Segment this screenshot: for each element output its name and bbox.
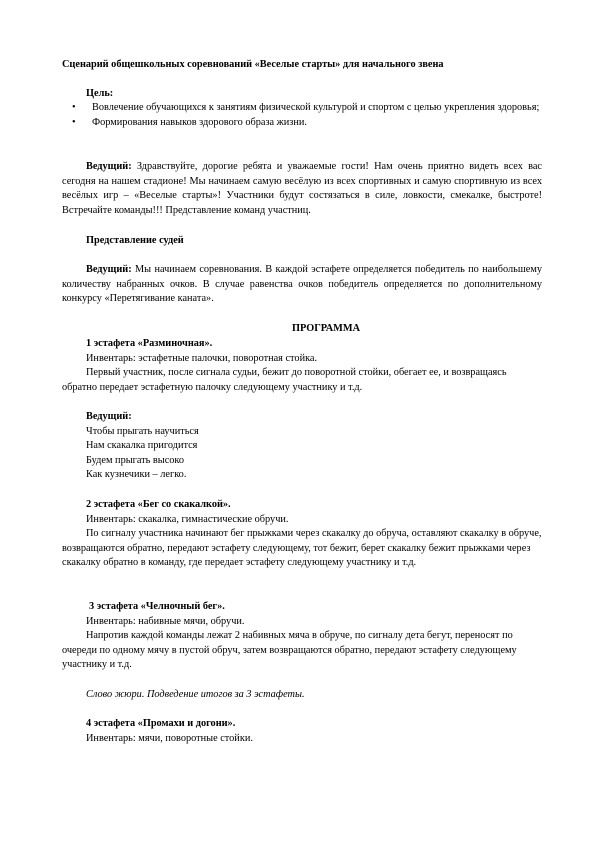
relay-4	[62, 717, 542, 746]
relay-description: Первый участник, после сигнала судьи, бежит до поворотной стойки, обегает ее, и возвращаясь обратно передает эстафетную палочку следующему участнику и т.д.	[62, 367, 507, 393]
relay-title: 1 эстафета «Разминочная».	[86, 338, 213, 349]
rules-paragraph	[62, 263, 542, 307]
goal-item: • Формирования навыков здорового образа жизни.	[62, 116, 542, 131]
goal-item: • Вовлечение обучающихся к занятиям физической культурой и спортом с целью укрепления здоровья;	[62, 101, 542, 116]
relay-2	[62, 498, 542, 571]
relay-title: 4 эстафета «Промахи и догони».	[86, 718, 236, 729]
relay-title: 3 эстафета «Челночный бег».	[89, 601, 225, 612]
judges-heading: Представление судей	[86, 235, 184, 246]
speaker-label: Ведущий:	[86, 264, 132, 275]
relay-3	[62, 600, 542, 673]
relay-inventory: Инвентарь: мячи, поворотные стойки.	[86, 732, 253, 744]
poem-line: Чтобы прыгать научиться	[86, 425, 199, 437]
poem-line: Нам скакалка пригодится	[86, 440, 198, 451]
relay-title: 2 эстафета «Бег со скакалкой».	[86, 499, 231, 510]
speaker-label: Ведущий:	[86, 161, 132, 172]
relay-inventory: Инвентарь: скакалка, гимнастические обручи.	[86, 513, 289, 525]
poem-line: Будем прыгать высоко	[86, 454, 185, 466]
poem-line: Как кузнечики – легко.	[86, 469, 187, 480]
relay-description: По сигналу участника начинают бег прыжками через скакалку до обруча, оставляют скакалку в обруче, возвращаются обратно, передают эстафету следующему, тот бежит, берет скакалку бежит прыжками через скакалку обратно в команду, где передает эстафету следующему участнику и т.д.	[62, 528, 542, 568]
intro-text: Здравствуйте, дорогие ребята и уважаемые гости! Нам очень приятно видеть всех вас сегодня на нашем стадионе! Мы начинаем самую весёлую из всех спортивных и самую спортивную из всех весёлых игр – «Веселые старты»! Участники будут состязаться в силе, ловкости, смекалке, быстроте! Встречайте команды!!! Представление команд участниц.	[62, 161, 542, 216]
poem-block	[62, 410, 566, 483]
goal-list	[62, 101, 542, 130]
relay-inventory: Инвентарь: набивные мячи, обручи.	[86, 615, 245, 627]
relay-description: Напротив каждой команды лежат 2 набивных мяча в обруче, по сигналу дета бегут, переносят по очереди по одному мячу в пустой обруч, затем возвращаются обратно, передают эстафету следующему участнику и т.д.	[62, 630, 517, 670]
speaker-label: Ведущий:	[86, 411, 132, 422]
jury-note: Слово жюри. Подведение итогов за 3 эстафеты.	[86, 689, 305, 700]
rules-text: Мы начинаем соревнования. В каждой эстафете определяется победитель по наибольшему количеству набранных очков. В случае равенства очков победитель определяется по дополнительному конкурсу «Перетягивание каната».	[62, 264, 542, 304]
relay-1	[62, 337, 542, 395]
goal-heading: Цель:	[86, 88, 114, 99]
relay-inventory: Инвентарь: эстафетные палочки, поворотная стойка.	[86, 352, 318, 364]
intro-paragraph	[62, 160, 542, 218]
document-title: Сценарий общешкольных соревнований «Веселые старты» для начального звена	[62, 59, 444, 70]
program-heading: ПРОГРАММА	[291, 323, 361, 334]
